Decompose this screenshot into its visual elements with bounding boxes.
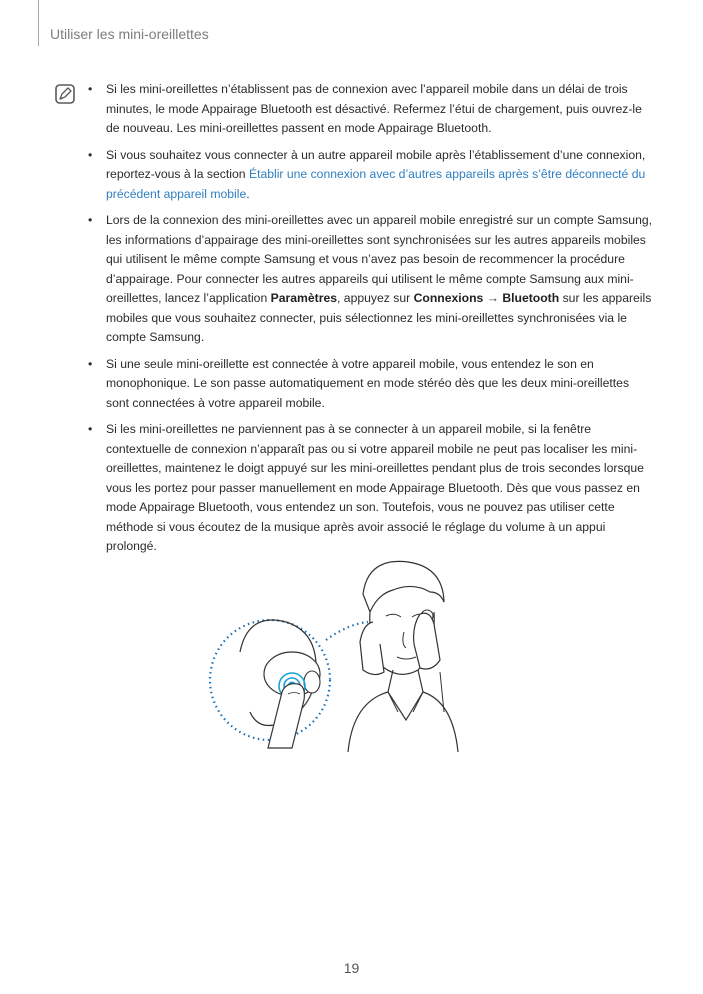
list-item [88,146,654,205]
arrow-separator: → [483,291,503,305]
bullet-text: Si les mini-oreillettes ne parviennent pas à se connecter à un appareil mobile, si la fenêtre contextuelle de connexion n’apparaît pas ou si votre appareil mobile ne peut pas localiser les mini-oreillettes, maintenez le doigt appuyé sur les mini-oreillettes pendant plus de trois secondes lorsque vous les portez pour passer manuellement en mode Appairage Bluetooth. Dès que vous passez en mode Appairage Bluetooth, vous entendez un son. Toutefois, vous ne pouvez pas utiliser cette méthode si vous écoutez de la musique après avoir associé le réglage du volume à un appui prolongé. [106,422,644,553]
bullet-marker: • [88,422,93,436]
bullet-text: Si vous souhaitez vous connecter à un autre appareil mobile après l’établissement d’une connexion, reportez-vous à la section [106,147,646,181]
bullet-text: Si les mini-oreillettes n’établissent pas de connexion avec l’appareil mobile dans un délai de trois minutes, le mode Appairage Bluetooth est désactivé. Refermez l’étui de chargement, puis ouvrez-le de nouveau. Les mini-oreillettes passent en mode Appairage Bluetooth. [106,82,642,135]
settings-app-name: Paramètres [270,291,338,305]
bullet-text: Lors de la connexion des mini-oreillettes avec un appareil mobile enregistré sur un compte Samsung, les informations d’appairage des mini-oreillettes sont synchronisées sur les autres appareils mobiles qui utilisent le même compte Samsung et vous n’avez pas besoin de recommencer la procédure d’appairage. Pour connecter les autres appareils qui utilisent le même compte Samsung aux mini-oreillettes, lancez l’application [106,213,653,305]
page-number: 19 [343,960,360,976]
list-item [88,355,654,414]
list-item [88,80,654,139]
bullet-text: Si une seule mini-oreillette est connectée à votre appareil mobile, vous entendez le son en monophonique. Le son passe automatiquement en mode stéréo dès que les deux mini-oreillettes sont connectées à votre appareil mobile. [106,356,630,410]
bullet-marker: • [88,213,93,227]
bullet-text: sur les appareils mobiles que vous souhaitez connecter, puis sélectionnez les mini-oreillettes synchronisées via le compte Samsung. [106,291,652,344]
section-link[interactable]: Établir une connexion avec d’autres appareils après s’être déconnecté du précédent appareil mobile [106,167,646,201]
note-pencil-icon [55,84,75,104]
connections-menu-label: Connexions [413,291,484,305]
bluetooth-menu-label: Bluetooth [502,291,560,305]
left-hand [360,622,384,675]
person-shirt [348,692,458,752]
bullet-marker: • [88,82,93,96]
earbud-touch-illustration [208,552,498,752]
list-item [88,211,654,348]
header-divider [38,0,39,46]
section-title: Utiliser les mini-oreillettes [50,26,209,42]
bullet-text: . [246,186,250,201]
note-bullet-list [88,80,654,564]
bullet-marker: • [88,147,93,162]
right-hand [414,613,440,669]
earbud-tip [304,671,320,693]
list-item [88,420,654,557]
person-hair [363,561,444,612]
bullet-text: , appuyez sur [337,291,414,305]
bullet-marker: • [88,356,93,371]
